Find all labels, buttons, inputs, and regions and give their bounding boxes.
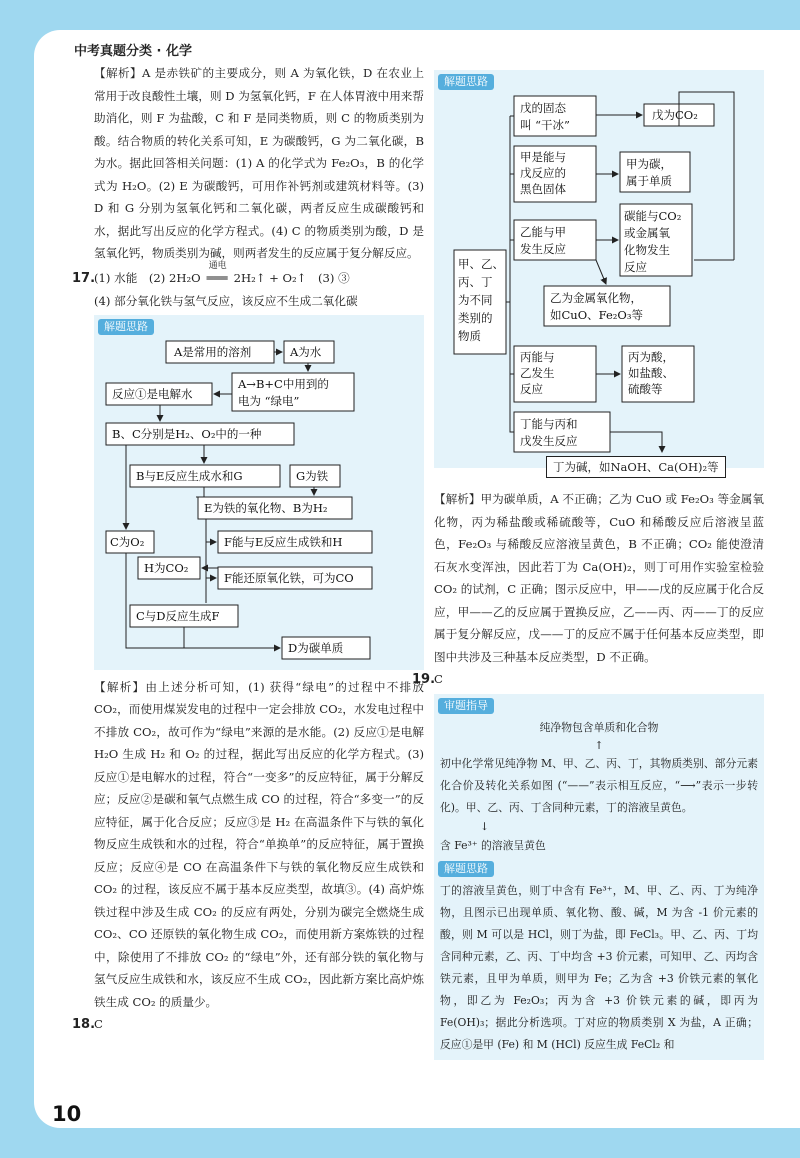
- section-tag: 解题思路: [438, 74, 494, 90]
- flow-text: 丙能与: [520, 350, 555, 364]
- flow-text: A是常用的溶剂: [174, 344, 252, 359]
- flow-text: 如CuO、Fe₂O₃等: [550, 308, 643, 322]
- flowchart-18: [434, 90, 764, 466]
- flow-text: B与E反应生成水和G: [136, 468, 243, 483]
- question-number: 18.: [72, 1017, 96, 1032]
- guide-panel-19: [434, 694, 764, 1060]
- flow-text: 硫酸等: [628, 382, 663, 396]
- flow-text: 属于单质: [626, 174, 672, 188]
- flow-text: 甲为碳，: [626, 157, 672, 171]
- left-column: [72, 62, 424, 1037]
- flow-text: 丙为酸，: [628, 350, 674, 364]
- solution-panel-18: [434, 70, 764, 474]
- question-number: 19.: [412, 672, 436, 687]
- flow-text: 戊反应的: [520, 166, 566, 180]
- analysis-17: 【解析】由上述分析可知，(1) 获得“绿电”的过程中不排放 CO₂，而使用煤炭发电的过程中一定会排放 CO₂，水发电过程中不排放 CO₂，故可作为“绿电”来源的是水能。(2) 反应①是电解 H₂O 生成 H₂ 和 O₂ 的过程，据此写出反应的化学方程式。(3) 反应①是电解水的过程，符合“一变多”的反应特征，属于分解反应；反应②是碳和氧气点燃生成 CO 的过程，符合“多变一”的反应特征，属于化合反应；反应③是 H₂ 在高温条件下与铁的氧化物反应生成铁和水的过程，符合“单换单”的反应特征，属于置换反应；反应④是 CO 在高温条件下与铁的氧化物反应生成铁和 CO₂ 的过程，该反应不属于基本反应类型，故填③。(4) 高炉炼铁过程中涉及生成 CO₂ 的反应有两处，分别为碳完全燃烧生成 CO₂、CO 还原铁的氧化物生成 CO₂，而使用新方案炼铁的过程中，除使用了不排放 CO₂ 的“绿电”外，还有部分铁的氧化物与氢气反应生成铁和水，该反应不生成 CO₂，因此新方案比高炉炼铁生成 CO₂ 的质量少。: [94, 679, 424, 1009]
- flow-text: D为碳单质: [288, 640, 344, 655]
- analysis-18: 【解析】甲为碳单质，A 不正确；乙为 CuO 或 Fe₂O₃ 等金属氧化物，丙为稀盐酸或稀硫酸等，CuO 和稀酸反应后溶液呈蓝色，Fe₂O₃ 与稀酸反应溶液呈黄色，B 不正确；CO₂ 能使澄清石灰水变浑浊，因此若丁为 Ca(OH)₂，则丁可用作实验室检验 CO₂ 的试剂，C 正确；图示反应中，甲——戊的反应属于化合反应，甲——乙的反应属于置换反应，乙——丙、丙——丁的反应属于复分解反应，戊——丁的反应不属于任何基本反应类型，即图中共涉及三种基本反应类型，D 不正确。: [434, 492, 764, 664]
- flow-text: 乙为金属氧化物，: [550, 291, 642, 305]
- flow-text: 丁能与丙和: [520, 417, 578, 431]
- answer: C: [94, 1017, 103, 1031]
- flow-text: 丙、丁: [458, 275, 493, 289]
- flow-text: C与D反应生成F: [136, 608, 220, 623]
- flow-text: 戊的固态: [520, 101, 566, 115]
- guide-arrow-up: ↑: [594, 738, 604, 752]
- flow-text: 戊发生反应: [520, 434, 578, 448]
- section-tag: 解题思路: [98, 319, 154, 335]
- page-header-title: 中考真题分类 · 化学: [74, 44, 192, 59]
- flow-text: 甲、乙、: [458, 257, 504, 271]
- flow-text: 如盐酸、: [628, 366, 674, 380]
- section-tag: 解题思路: [438, 861, 494, 877]
- flow-text: A→B+C中用到的: [238, 376, 329, 391]
- flow-text: C为O₂: [110, 534, 145, 549]
- guide-main-text: 初中化学常见纯净物 M、甲、乙、丙、丁，其物质类别、部分元素化合价及转化关系如图 (“——”表示相互反应，“⟶”表示一步转化)。甲、乙、丙、丁含同种元素，丁的溶液呈黄色。: [440, 756, 758, 814]
- flow-text: 发生反应: [520, 242, 566, 256]
- page-number: 10: [52, 1102, 82, 1126]
- flow-text: 戊为CO₂: [652, 108, 698, 122]
- flow-text: G为铁: [296, 468, 329, 483]
- guide-note-top: 纯净物包含单质和化合物: [539, 720, 659, 734]
- flow-text: 碳能与CO₂: [624, 209, 682, 223]
- flow-text: 甲是能与: [520, 150, 566, 164]
- flow-text: 黑色固体: [520, 182, 566, 196]
- flow-last-box: 丁为碱，如NaOH、Ca(OH)₂等: [546, 456, 726, 478]
- guide-arrow-down: ↓: [480, 819, 490, 833]
- solution-panel-17: [94, 315, 424, 670]
- q17-answer-part2: 2H₂↑ + O₂↑ (3) ③: [233, 270, 350, 285]
- flow-text: F能与E反应生成铁和H: [224, 534, 343, 549]
- flow-text: 乙发生: [520, 366, 555, 380]
- reaction-condition: 通电: [208, 260, 227, 271]
- question-18: [72, 1013, 424, 1037]
- flow-text: 物质: [458, 329, 481, 343]
- flow-text: 为不同: [458, 293, 493, 307]
- flow-text: 或金属氧: [624, 226, 670, 240]
- guide-note-bottom: 含 Fe³⁺ 的溶液呈黄色: [440, 838, 546, 852]
- flow-text: 化物发生: [624, 243, 670, 257]
- answer: C: [434, 672, 443, 686]
- q17-answer-part1: (1) 水能 (2) 2H₂O: [94, 270, 201, 285]
- flow-text: 电为 “绿电”: [238, 393, 300, 408]
- flow-text: H为CO₂: [144, 560, 189, 575]
- flow-text: 叫 “干冰”: [520, 118, 570, 132]
- flowchart-17: [94, 335, 424, 670]
- flow-text: 反应: [520, 382, 543, 396]
- flow-text: 反应①是电解水: [112, 386, 193, 401]
- q17-answer-line2: (4) 部分氧化铁与氢气反应，该反应不生成二氧化碳: [94, 294, 358, 308]
- question-19: [412, 668, 764, 692]
- flow-text: E为铁的氧化物、B为H₂: [204, 500, 328, 515]
- question-number: 17.: [72, 270, 96, 286]
- analysis-16: 【解析】A 是赤铁矿的主要成分，则 A 为氧化铁，D 在农业上常用于改良酸性土壤，则 D 为氢氧化钙，F 在人体胃液中用来帮助消化，则 F 为盐酸，C 和 F 是同类物质，则 C 的物质类别为酸。结合物质的转化关系可知，E 为碳酸钙，G 为二氧化碳，B 为水。据此回答相关问题：(1) A 的化学式为 Fe₂O₃，B 的化学式为 H₂O。(2) E 为碳酸钙，可用作补钙剂或建筑材料等。(3) D 和 G 分别为氢氧化钙和二氧化碳，两者反应生成碳酸钙和水，据此写出反应的化学方程式。(4) C 的物质类别为酸，D 是氢氧化钙，物质类别为碱，则两者发生的反应属于复分解反应。: [94, 66, 424, 260]
- question-17: 17.(1) 水能 (2) 2H₂O 通电 ═══ 2H₂↑ + O₂↑ (3) ③ (4) 部分氧化铁与氢气反应，该反应不生成二氧化碳: [94, 267, 424, 313]
- page-sheet: [34, 30, 800, 1128]
- flow-text: B、C分别是H₂、O₂中的一种: [112, 426, 262, 441]
- solution-text-19: 丁的溶液呈黄色，则丁中含有 Fe³⁺，M、甲、乙、丙、丁为纯净物，且图示已出现单质、氧化物、酸、碱，M 为含 -1 价元素的酸，则 M 可以是 HCl，则丁为盐，即 FeCl₃。甲、乙、丙、丁均含同种元素，乙、丙、丁中均含 +3 价元素，可知甲、乙、丙均含铁元素，且甲为单质，则甲为 Fe；乙为含 +3 价铁元素的氧化物，即乙为 Fe₂O₃；丙为含 +3 价铁元素的碱，即丙为 Fe(OH)₃；据此分析选项。丁对应的物质类别 X 为盐，A 正确；反应①是甲 (Fe) 和 M (HCl) 反应生成 FeCl₂ 和: [440, 883, 758, 1051]
- flow-text: F能还原氧化铁，可为CO: [224, 570, 354, 585]
- flow-text: A为水: [290, 344, 322, 359]
- right-column: [412, 70, 764, 1060]
- section-tag: 审题指导: [438, 698, 494, 714]
- flow-text: 反应: [624, 260, 647, 274]
- flow-text: 类别的: [458, 311, 493, 325]
- flow-text: 乙能与甲: [520, 225, 566, 239]
